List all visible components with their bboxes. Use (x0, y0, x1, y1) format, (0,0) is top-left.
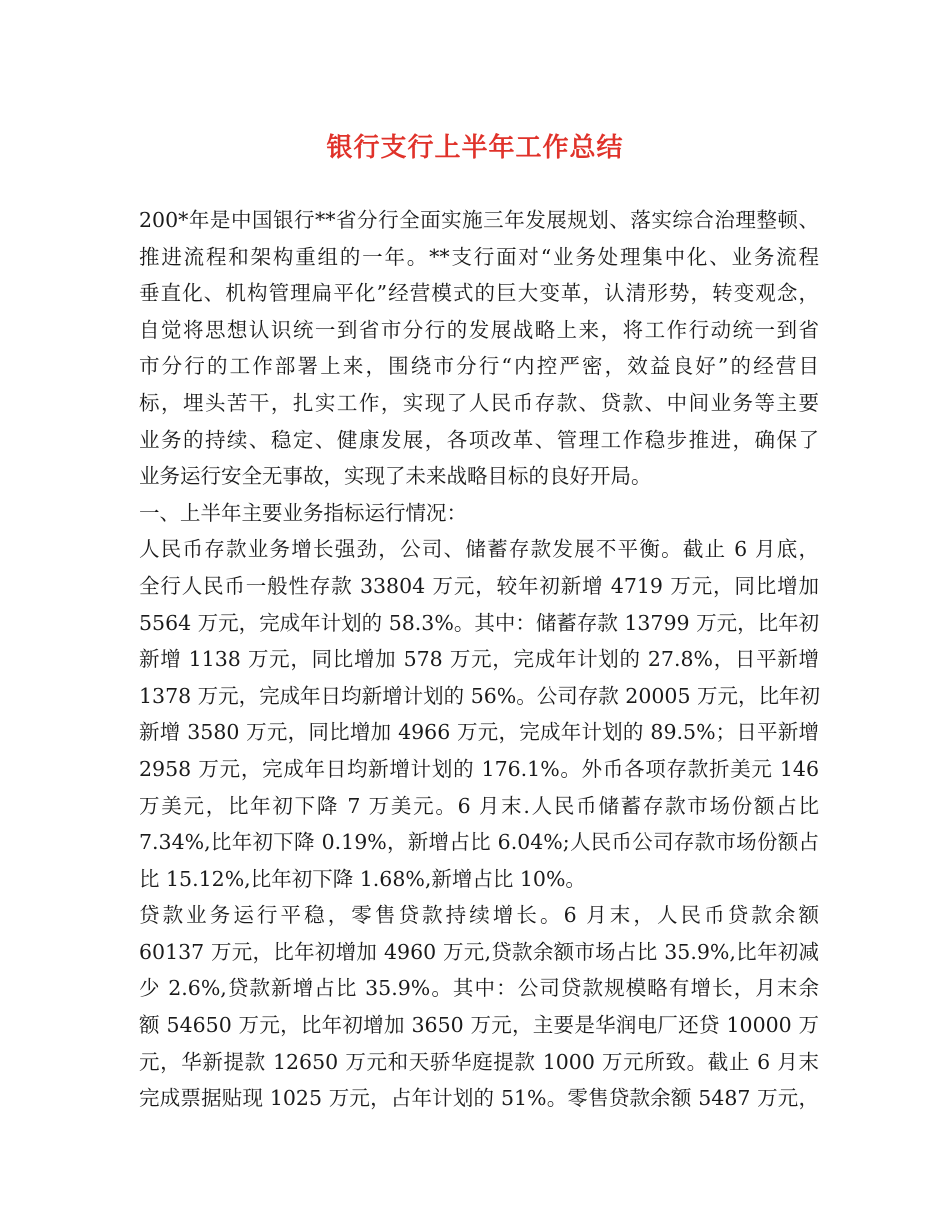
paragraph-deposits (139, 531, 819, 897)
text-line: 万美元，比年初下降 7 万美元。6 月末.人民币储蓄存款市场份额占比 (139, 793, 819, 818)
text-line: 完成票据贴现 1025 万元，占年计划的 51%。零售贷款余额 5487 万元， (139, 1086, 819, 1111)
section-heading (139, 495, 819, 532)
text-line: 全行人民币一般性存款 33804 万元，较年初新增 4719 万元，同比增加 (139, 573, 819, 598)
text-line: 市分行的工作部署上来，围绕市分行“内控严密，效益良好”的经营目 (139, 354, 819, 379)
text-line: 新增 1138 万元，同比增加 578 万元，完成年计划的 27.8%，日平新增 (139, 647, 819, 672)
paragraph-intro (139, 202, 819, 495)
document-title: 银行支行上半年工作总结 (326, 133, 624, 163)
text-line: 垂直化、机构管理扁平化”经营模式的巨大变革，认清形势，转变观念， (139, 281, 819, 306)
text-line: 一、上半年主要业务指标运行情况： (139, 500, 467, 525)
text-line: 7.34%,比年初下降 0.19%，新增占比 6.04%;人民币公司存款市场份额占 (139, 830, 819, 855)
text-line: 业务的持续、稳定、健康发展，各项改革、管理工作稳步推进，确保了 (139, 427, 819, 452)
text-line: 额 54650 万元，比年初增加 3650 万元，主要是华润电厂还贷 10000 万 (139, 1013, 819, 1038)
text-line: 少 2.6%,贷款新增占比 35.9%。其中：公司贷款规模略有增长，月末余 (139, 976, 819, 1001)
text-line: 贷款业务运行平稳，零售贷款持续增长。6 月末，人民币贷款余额 (139, 903, 819, 928)
text-line: 自觉将思想认识统一到省市分行的发展战略上来，将工作行动统一到省 (139, 317, 819, 342)
text-line: 人民币存款业务增长强劲，公司、储蓄存款发展不平衡。截止 6 月底， (139, 537, 819, 562)
document-body (139, 202, 819, 1117)
text-line: 推进流程和架构重组的一年。**支行面对“业务处理集中化、业务流程 (139, 244, 819, 269)
text-line: 2958 万元，完成年日均新增计划的 176.1%。外币各项存款折美元 146 (139, 756, 819, 781)
text-line: 1378 万元，完成年日均新增计划的 56%。公司存款 20005 万元，比年初 (139, 683, 821, 708)
paragraph-loans (139, 897, 819, 1117)
text-line: 60137 万元，比年初增加 4960 万元,贷款余额市场占比 35.9%,比年初减 (139, 939, 819, 964)
text-line: 5564 万元，完成年计划的 58.3%。其中：储蓄存款 13799 万元，比年初 (139, 610, 820, 635)
text-line: 比 15.12%,比年初下降 1.68%,新增占比 10%。 (139, 866, 586, 891)
text-line: 元，华新提款 12650 万元和天骄华庭提款 1000 万元所致。截止 6 月末 (139, 1049, 819, 1074)
text-line: 业务运行安全无事故，实现了未来战略目标的良好开局。 (139, 464, 652, 489)
text-line: 标，埋头苦干，扎实工作，实现了人民币存款、贷款、中间业务等主要 (139, 390, 819, 415)
text-line: 200*年是中国银行**省分行全面实施三年发展规划、落实综合治理整顿、 (139, 208, 819, 232)
text-line: 新增 3580 万元，同比增加 4966 万元，完成年计划的 89.5%；日平新增 (139, 720, 819, 745)
